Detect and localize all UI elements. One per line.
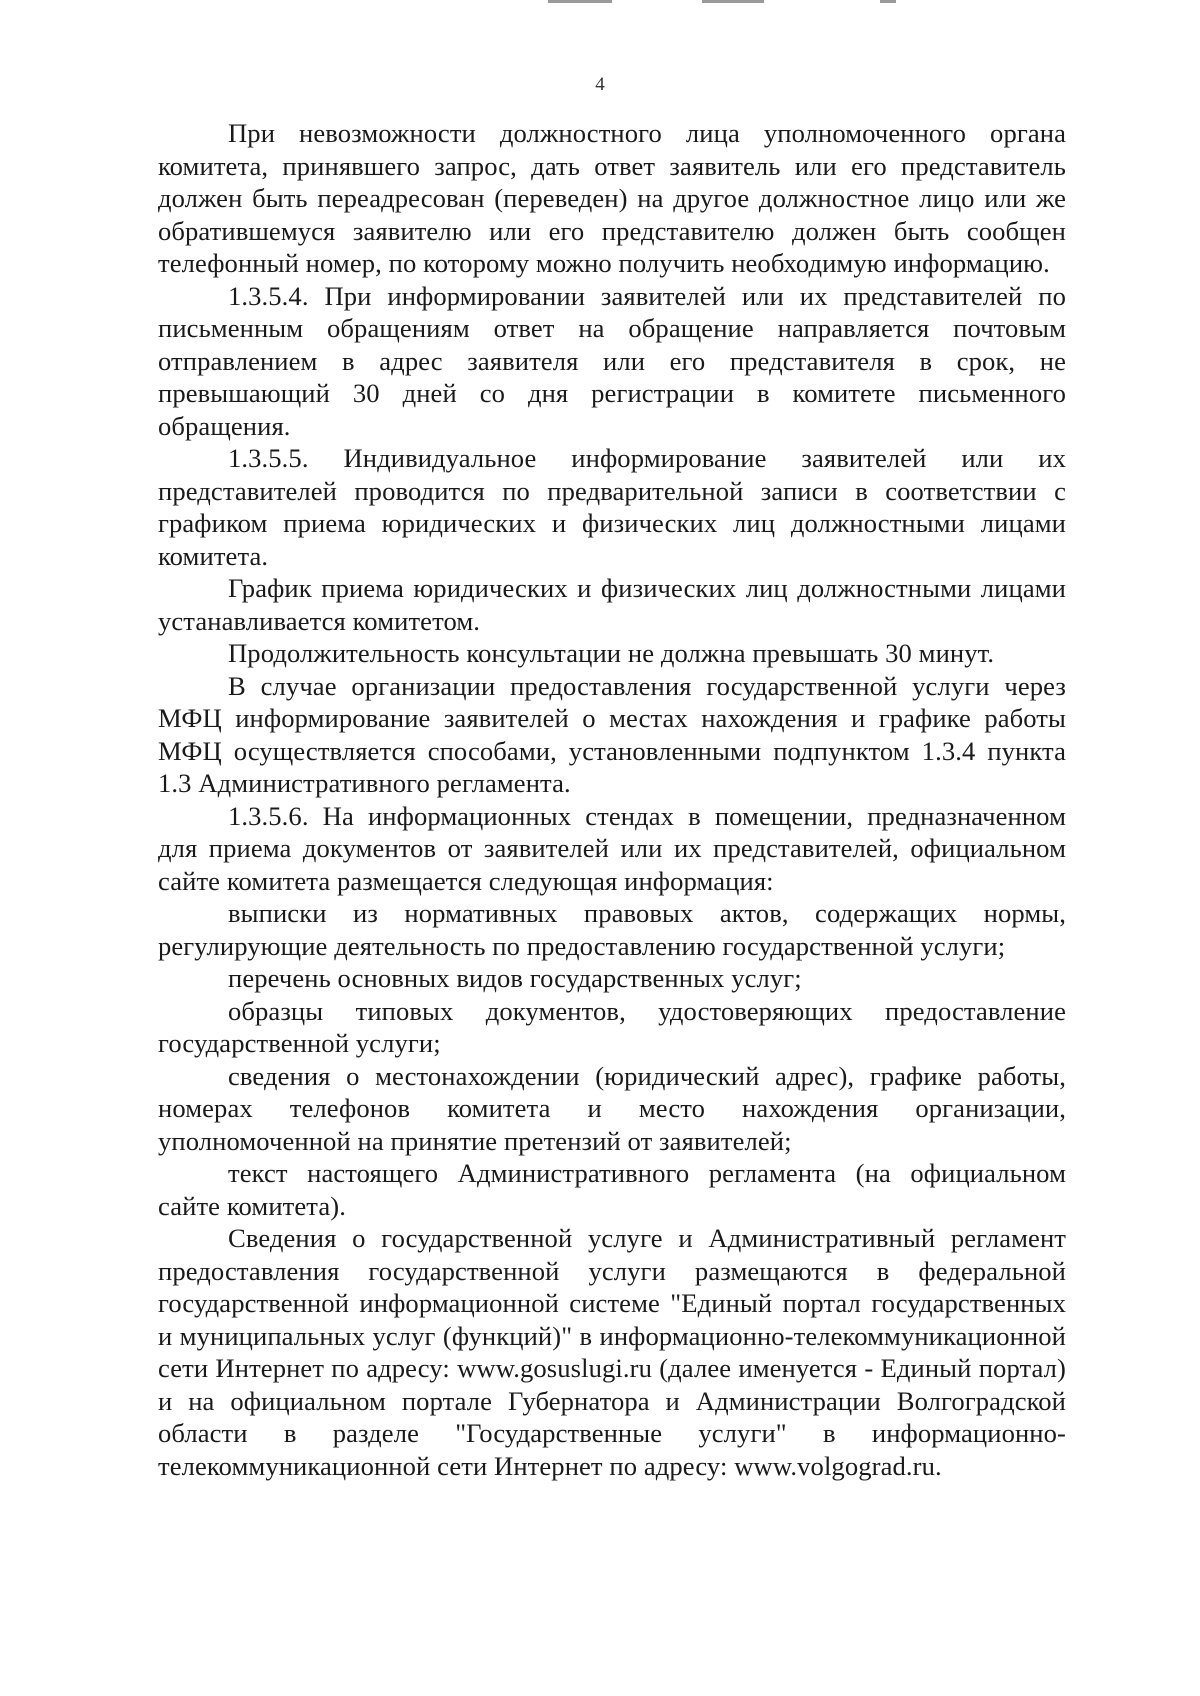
paragraph: текст настоящего Административного регламента (на официальном сайте комитета). <box>158 1158 1066 1221</box>
paragraph: сведения о местонахождении (юридический адрес), графике работы, номерах телефонов комитета и место нахождения организации, уполномоченной на принятие претензий от заявителей; <box>158 1060 1066 1156</box>
paragraph: перечень основных видов государственных услуг; <box>228 963 802 993</box>
paragraph: При невозможности должностного лица уполномоченного органа комитета, принявшего запрос, дать ответ заявитель или его представитель должен быть переадресован (переведен) на другое должностное лицо или же обратившемуся заявителю или его представителю должен быть сообщен телефонный номер, по которому можно получить необходимую информацию. <box>158 118 1066 278</box>
scan-edge-mark <box>548 0 612 3</box>
document-body <box>158 117 1066 1482</box>
scan-edge-mark <box>880 0 896 3</box>
paragraph: выписки из нормативных правовых актов, содержащих нормы, регулирующие деятельность по предоставлению государственной услуги; <box>158 898 1066 961</box>
paragraph: Сведения о государственной услуге и Административный регламент предоставления государственной услуги размещаются в федеральной государственной информационной системе "Единый портал государственных и муниципальных услуг (функций)" в информационно-телекоммуникационной сети Интернет по адресу: www.gosuslugi.ru (далее именуется - Единый портал) и на официальном портале Губернатора и Администрации Волгоградской области в разделе "Государственные услуги" в информационно-телекоммуникационной сети Интернет по адресу: www.volgograd.ru. <box>158 1223 1066 1481</box>
paragraph: График приема юридических и физических лиц должностными лицами устанавливается комитетом. <box>158 573 1066 636</box>
paragraph: 1.3.5.4. При информировании заявителей или их представителей по письменным обращениям ответ на обращение направляется почтовым отправлением в адрес заявителя или его представителя в срок, не превышающий 30 дней со дня регистрации в комитете письменного обращения. <box>158 280 1066 441</box>
paragraph: Продолжительность консультации не должна превышать 30 минут. <box>228 638 995 668</box>
page-number: 4 <box>595 74 605 95</box>
paragraph: образцы типовых документов, удостоверяющих предоставление государственной услуги; <box>158 995 1066 1058</box>
paragraph: В случае организации предоставления государственной услуги через МФЦ информирование заявителей о местах нахождения и графике работы МФЦ осуществляется способами, установленными подпунктом 1.3.4 пункта 1.3 Административного регламента. <box>158 670 1066 798</box>
scan-edge-mark <box>702 0 764 3</box>
paragraph: 1.3.5.5. Индивидуальное информирование заявителей или их представителей проводится по предварительной записи в соответствии с графиком приема юридических и физических лиц должностными лицами комитета. <box>158 443 1066 571</box>
paragraph: 1.3.5.6. На информационных стендах в помещении, предназначенном для приема документов от заявителей или их представителей, официальном сайте комитета размещается следующая информация: <box>158 800 1066 896</box>
